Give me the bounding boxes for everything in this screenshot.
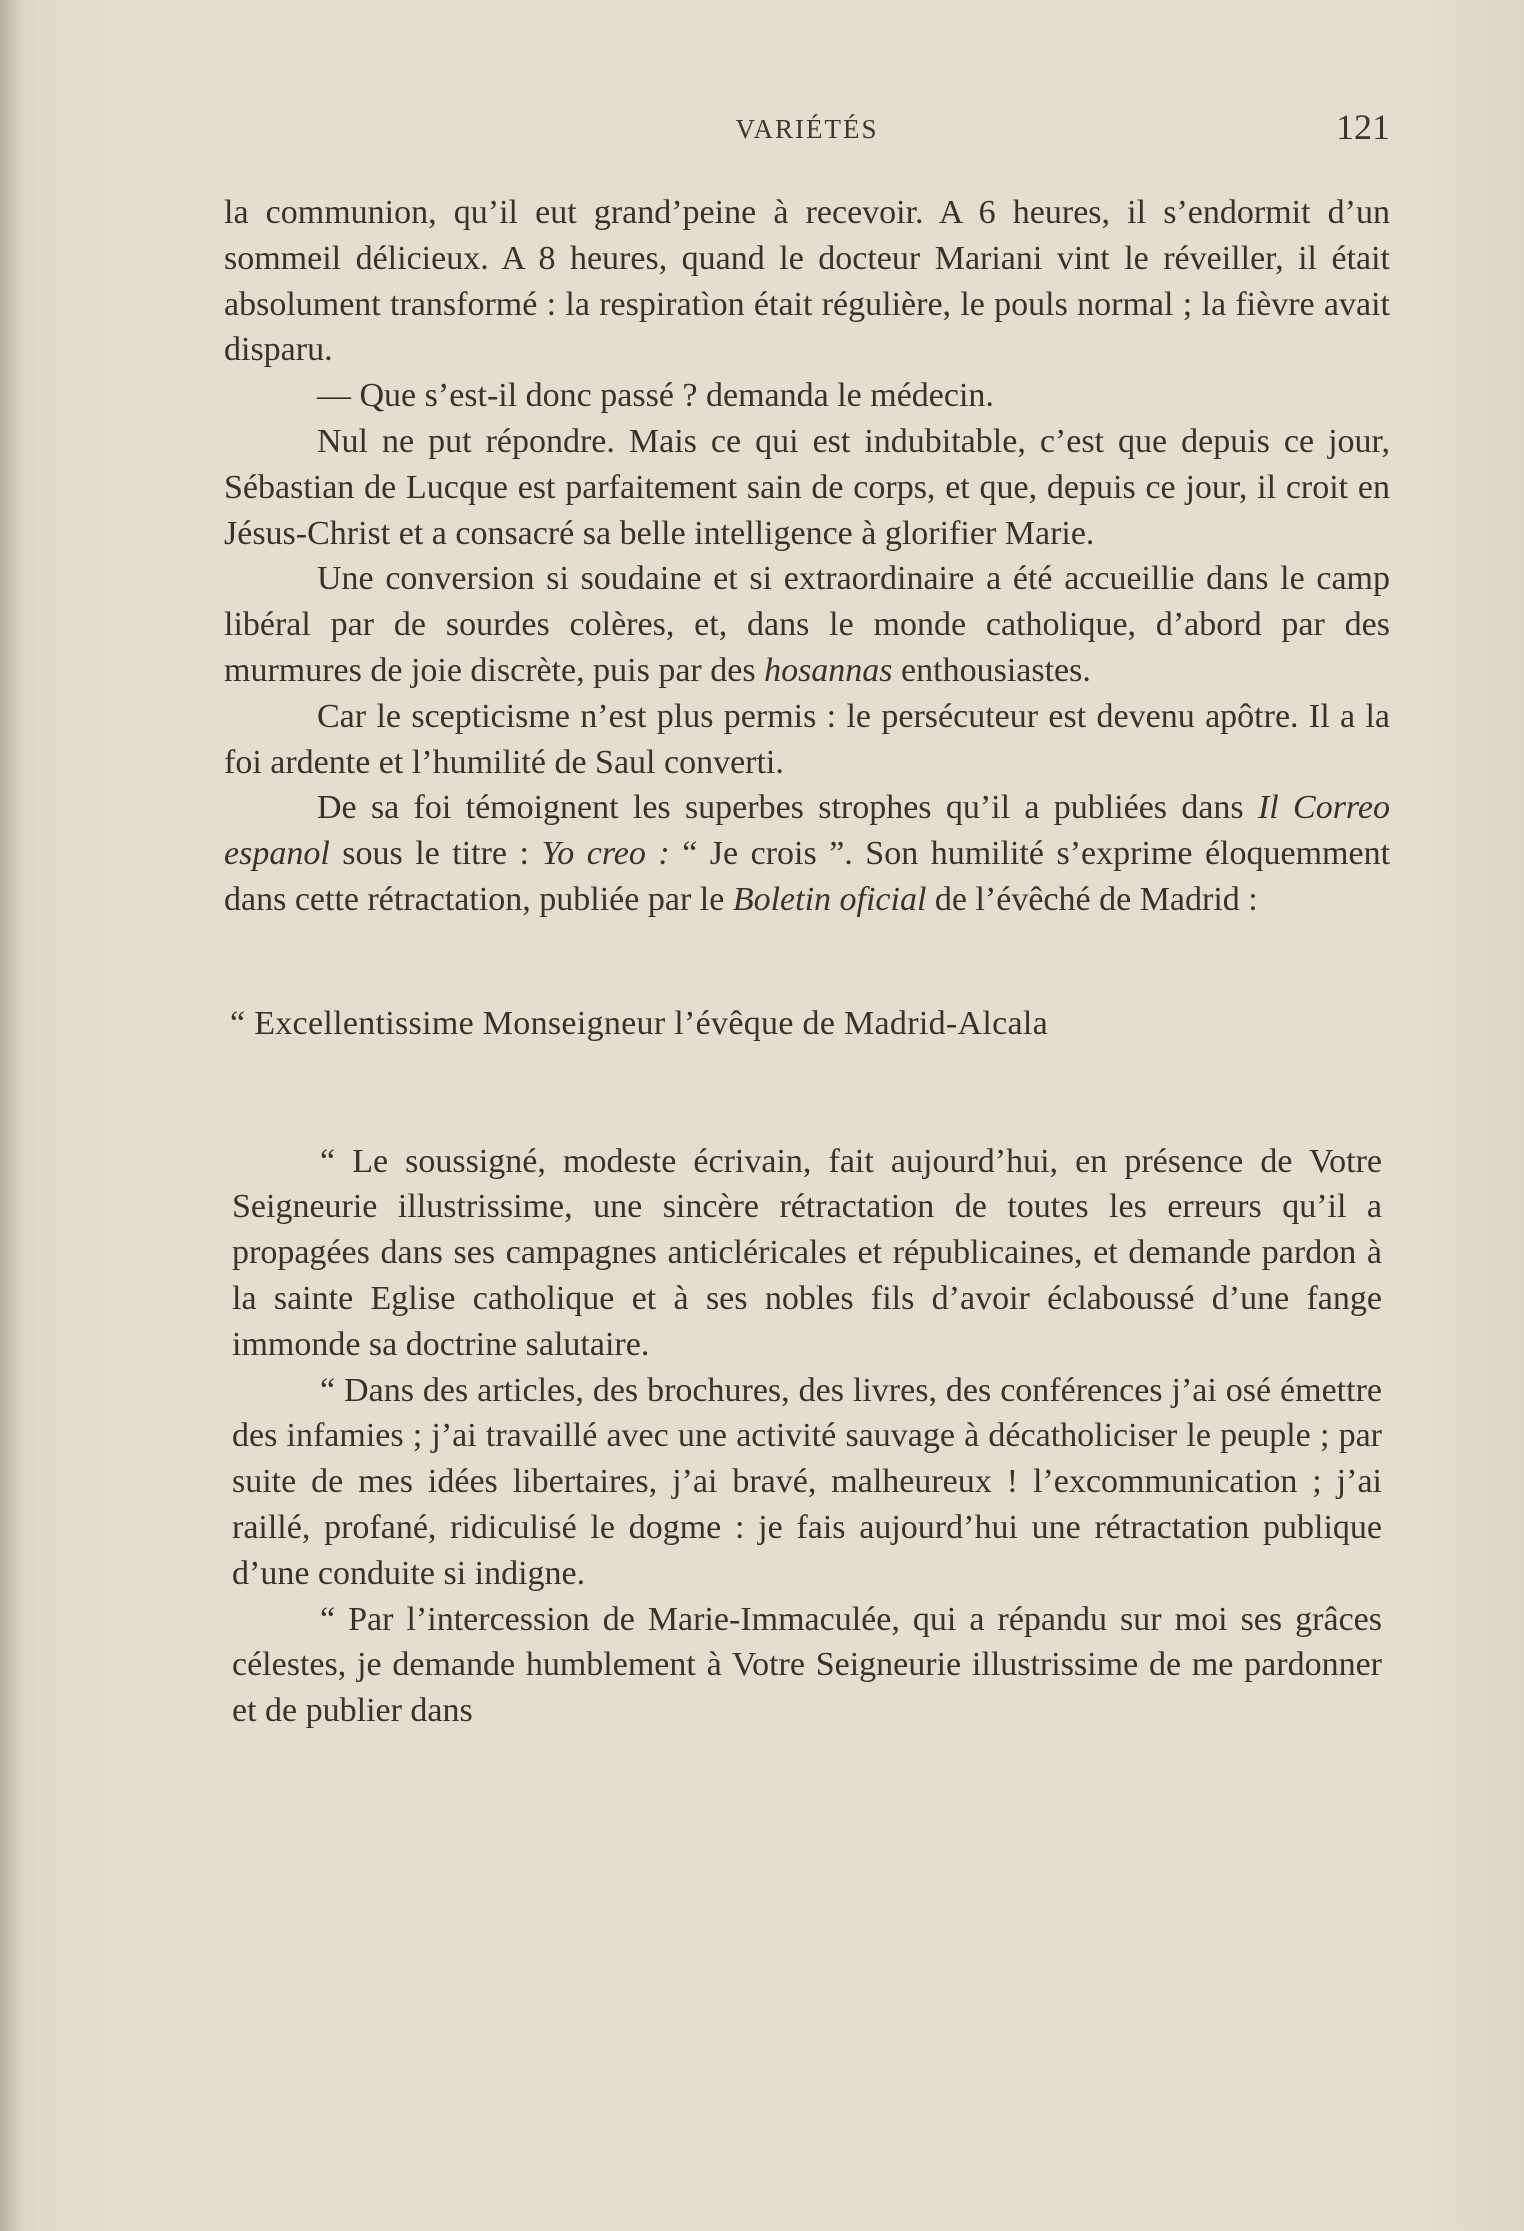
paragraph [224, 785, 1390, 922]
paragraph: Nul ne put répondre. Mais ce qui est indubitable, c’est que depuis ce jour, Sébastian de Lucque est parfaitement sain de corps, et que, depuis ce jour, il croit en Jésus-Christ et a consacré sa belle intelligence à glorifier Marie. [224, 422, 1390, 552]
paragraph: la communion, qu’il eut grand’peine à recevoir. A 6 heures, il s’endormit d’un sommeil délicieux. A 8 heures, quand le docteur Mariani vint le réveiller, il était absolument transformé : la respiratìon était régulière, le pouls normal ; la fièvre avait disparu. [224, 194, 1390, 369]
letter-body [224, 1139, 1390, 1734]
running-head [224, 107, 1390, 160]
letter-paragraph: “ Le soussigné, modeste écrivain, fait aujourd’hui, en présence de Votre Seigneurie illustrissime, une sincère rétractation de toutes les erreurs qu’il a propagées dans ses campagnes anticléricales et républicaines, et demande pardon à la sainte Eglise catholique et à ses nobles fils d’avoir éclaboussé d’une fange immonde sa doctrine salutaire. [232, 1142, 1382, 1363]
letter-salutation: “ Excellentissime Monseigneur l’évêque de Madrid-Alcala [230, 1004, 1049, 1042]
binding-gutter [0, 0, 22, 2231]
italic-title: Yo creo : [541, 835, 670, 873]
text-run: sous le titre : [342, 835, 529, 873]
paragraph: Car le scepticisme n’est plus permis : le persécuteur est devenu apôtre. Il a la foi ardente et l’humilité de Saul converti. [224, 697, 1390, 781]
italic-title: Boletin oficial [732, 880, 927, 918]
paragraph: — Que s’est-il donc passé ? demanda le médecin. [317, 377, 994, 415]
text-run: Une conversion si soudaine et si extraordinaire a été accueillie dans le camp libéral par de sourdes colères, et, dans le monde catholique, d’abord par des murmures de joie discrète, puis par des [224, 560, 1390, 689]
letter-paragraph: “ Dans des articles, des brochures, des livres, des conférences j’ai osé émettre des infamies ; j’ai travaillé avec une activité sauvage à décatholiciser le peuple ; par suite de mes idées libertaires, j’ai bravé, malheureux ! l’excommunication ; j’ai raillé, profané, ridiculisé le dogme : je fais aujourd’hui une rétractation publique d’une conduite si indigne. [232, 1371, 1382, 1592]
running-title: VARIÉTÉS [735, 114, 879, 144]
text-run: enthousiastes. [901, 651, 1091, 689]
body-text [224, 190, 1390, 1734]
italic-term: hosannas [764, 651, 893, 689]
text-run: De sa foi témoignent les superbes strophes qu’il a publiées dans [317, 789, 1244, 827]
page-number: 121 [1336, 107, 1390, 147]
text-run: de l’évêché de Madrid : [934, 880, 1258, 918]
text-run: “ Je crois ”. Son humilité s’exprime éloquemment dans cette rétractation, publiée par le [224, 835, 1391, 918]
paragraph [224, 556, 1390, 693]
letter-paragraph: “ Par l’intercession de Marie-Immaculée, qui a répandu sur moi ses grâces célestes, je demande humblement à Votre Seigneurie illustrissime de me pardonner et de publier dans [232, 1600, 1382, 1730]
italic-title: Il Correo espanol [224, 789, 1390, 873]
